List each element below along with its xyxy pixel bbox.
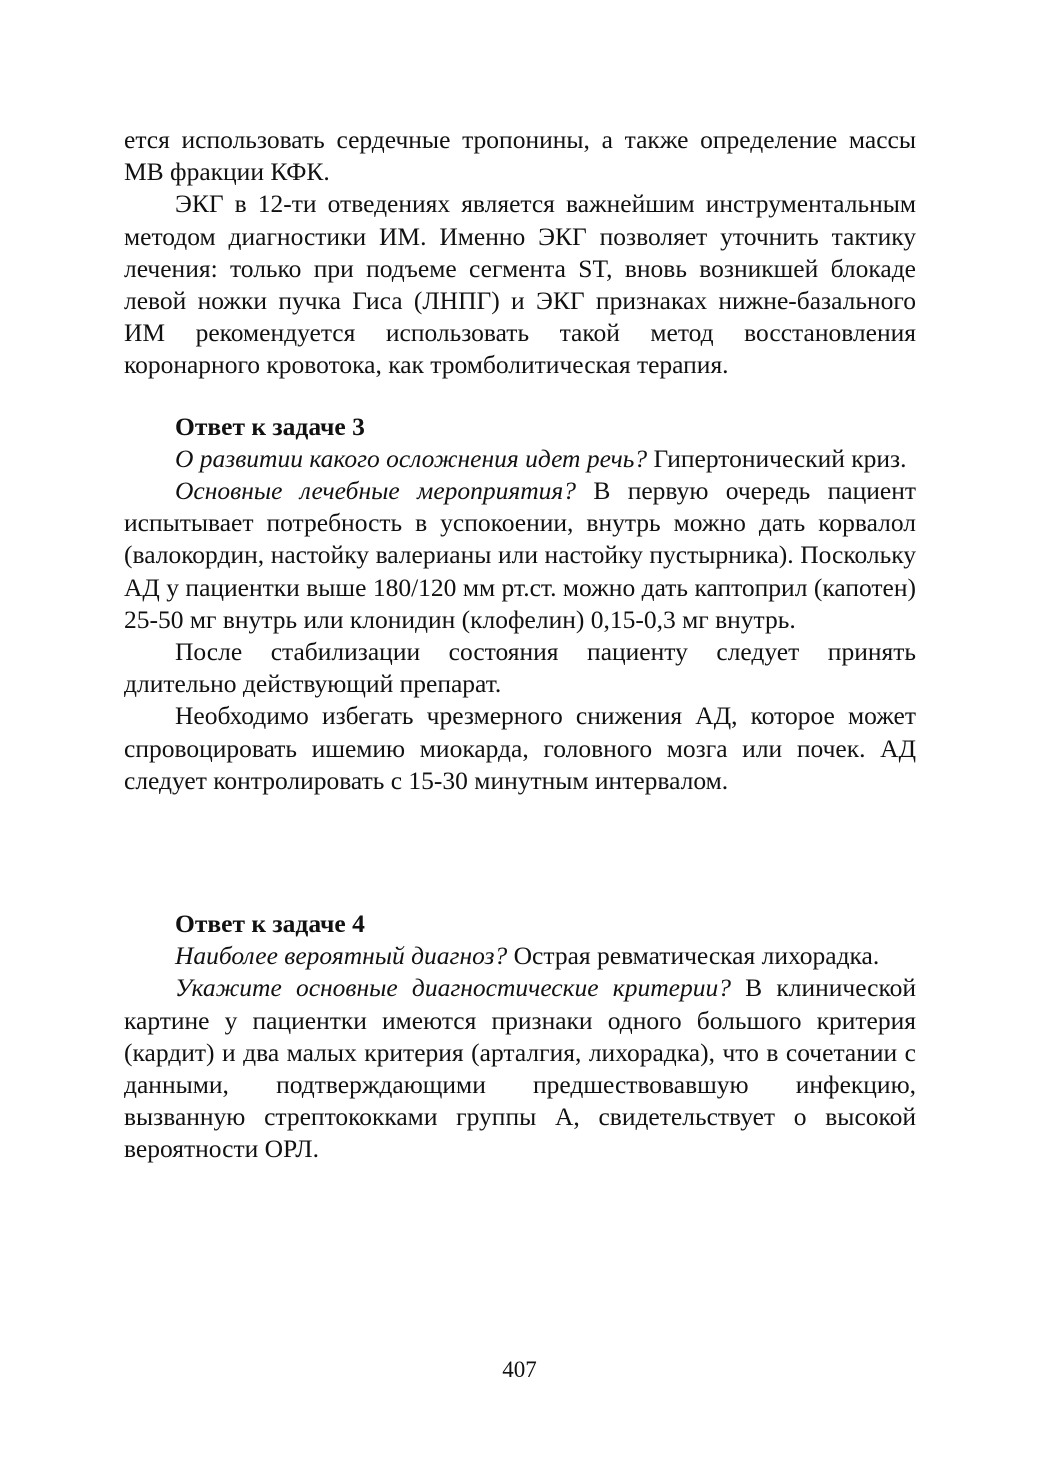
page-body xyxy=(124,124,916,1166)
task-3-complication xyxy=(124,443,916,475)
task-3-complication-answer: Гипертонический криз. xyxy=(647,443,907,473)
task-3-treatment-answer: В первую очередь пациент испытывает потребность в успокоении, внутрь можно дать корвалол (валокордин, настойку валерианы или настойку пустырника). Поскольку АД у пациентки выше 180/120 мм рт.ст. можно дать каптоприл (капотен) 25-50 мг внутрь или клонидин (клофелин) 0,15-0,3 мг внутрь. xyxy=(124,476,916,634)
task-3-treatment-question: Основные лечебные мероприятия? xyxy=(175,476,577,506)
task-4-answer xyxy=(124,908,916,1166)
task-3-complication-question: О развитии какого осложнения идет речь? xyxy=(175,443,648,473)
task-4-criteria-answer: В клинической картине у пациентки имеются признаки одного большого критерия (кардит) и два малых критерия (арталгия, лихорадка), что в сочетании с данными, подтверждающими предшествовавшую инфекцию, вызванную стрептококками группы А, свидетельствует о высокой вероятности ОРЛ. xyxy=(124,973,916,1164)
task-3-heading: Ответ к задаче 3 xyxy=(175,411,365,441)
task-4-criteria-question: Укажите основные диагностические критерии? xyxy=(175,973,731,1003)
task-3-answer xyxy=(124,411,916,797)
task-3-treatment xyxy=(124,475,916,636)
page-number: 407 xyxy=(502,1357,537,1382)
intro-paragraph-ecg: ЭКГ в 12-ти отведениях является важнейшим инструментальным методом диагностики ИМ. Именно ЭКГ позволяет уточнить тактику лечения: только при подъеме сегмента ST, вновь возникшей блокаде левой ножки пучка Гиса (ЛНПГ) и ЭКГ признаках нижне-базального ИМ рекомендуется использовать такой метод восстановления коронарного кровотока, как тромболитическая терапия. xyxy=(124,189,916,380)
intro-paragraph-1: ется использовать сердечные тропонины, а также определение массы МВ фракции КФК. xyxy=(124,125,916,187)
task-3-paragraph-bp-control: Необходимо избегать чрезмерного снижения АД, которое может спровоцировать ишемию миокарда, головного мозга или почек. АД следует контролировать с 15-30 минутным интервалом. xyxy=(124,701,916,795)
task-4-diagnosis-answer: Острая ревматическая лихорадка. xyxy=(507,941,880,971)
task-4-criteria xyxy=(124,972,916,1165)
task-4-heading: Ответ к задаче 4 xyxy=(175,909,365,939)
task-4-diagnosis-question: Наиболее вероятный диагноз? xyxy=(175,941,508,971)
task-4-diagnosis xyxy=(124,940,916,972)
task-3-paragraph-stabilization: После стабилизации состояния пациенту следует принять длительно действующий препарат. xyxy=(124,637,916,699)
